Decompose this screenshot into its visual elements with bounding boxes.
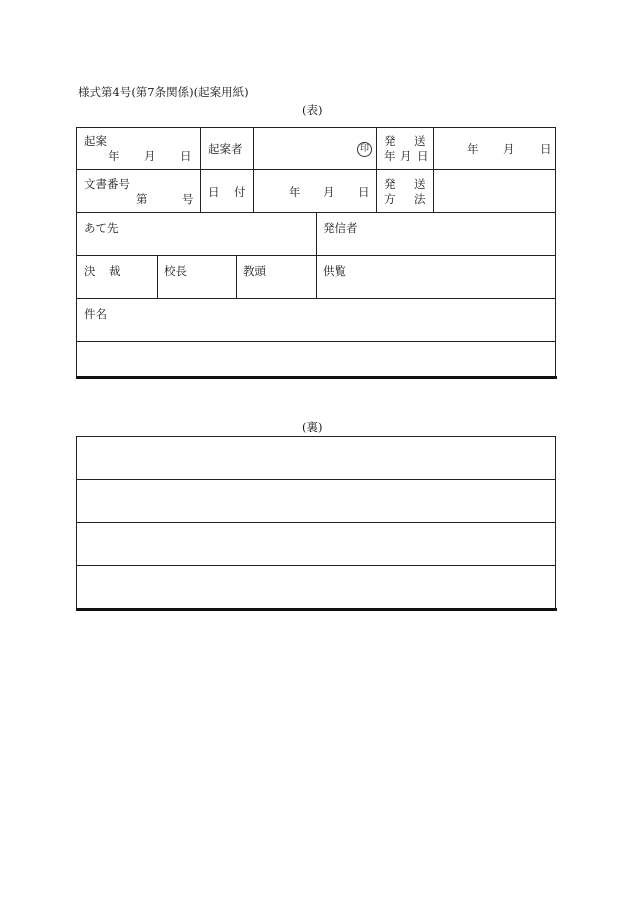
- hizuke-day: 日: [358, 185, 370, 199]
- date-month: 月: [503, 142, 515, 156]
- hatsuso-year: 年: [384, 149, 396, 163]
- front-line-row5: [76, 341, 556, 342]
- kocho-label: 校長: [164, 264, 187, 278]
- front-line-top: [76, 127, 556, 128]
- back-line-right: [555, 436, 556, 610]
- front-vline-d: [433, 127, 434, 212]
- kyoran-label: 供覧: [323, 264, 346, 278]
- seal-mark-text: 印: [359, 144, 369, 154]
- hatsuso-month: 月: [400, 149, 412, 163]
- hatsuso-day: 日: [417, 149, 429, 163]
- okuri-label-1: 送: [414, 134, 426, 148]
- houhou-2: 法: [414, 192, 426, 206]
- front-line-bottom: [76, 376, 557, 379]
- date-year: 年: [467, 142, 479, 156]
- bunsho-bango-label: 文書番号: [84, 177, 130, 191]
- kessai-label-2: 裁: [109, 264, 121, 278]
- back-line-row3: [76, 565, 556, 566]
- kian-label: 起案: [84, 134, 107, 148]
- kian-day: 日: [180, 149, 192, 163]
- front-line-right: [555, 127, 556, 378]
- form-heading: 様式第4号(第7条関係)(起案用紙): [78, 85, 249, 99]
- back-line-left: [76, 436, 77, 610]
- front-vline-a: [200, 127, 201, 212]
- front-line-row4: [76, 298, 556, 299]
- date-day: 日: [540, 142, 552, 156]
- back-line-bottom: [76, 608, 557, 611]
- kian-month: 月: [144, 149, 156, 163]
- front-vline-f: [157, 255, 158, 298]
- kenmei-label: 件名: [84, 307, 107, 321]
- back-line-row1: [76, 479, 556, 480]
- bango-dai: 第: [136, 192, 148, 206]
- atesaki-label: あて先: [84, 221, 119, 235]
- hatsuso-label-1: 発: [384, 134, 396, 148]
- hatsuso-label-2: 発: [384, 177, 396, 191]
- front-vline-c: [376, 127, 377, 212]
- back-label: (裏): [302, 420, 323, 434]
- front-label: (表): [302, 103, 323, 117]
- back-line-top: [76, 436, 556, 437]
- hizuke-label-tsuke: 付: [234, 185, 246, 199]
- front-vline-e: [316, 212, 317, 298]
- front-vline-b: [253, 127, 254, 212]
- kessai-label-1: 決: [84, 264, 96, 278]
- okuri-label-2: 送: [414, 177, 426, 191]
- houhou-1: 方: [384, 192, 396, 206]
- hizuke-label-hi: 日: [208, 185, 220, 199]
- front-line-left: [76, 127, 77, 378]
- front-vline-g: [236, 255, 237, 298]
- hizuke-year: 年: [289, 185, 301, 199]
- kyoto-label: 教頭: [243, 264, 266, 278]
- kiansha-label: 起案者: [208, 142, 243, 156]
- back-line-row2: [76, 522, 556, 523]
- hasshinsha-label: 発信者: [323, 221, 358, 235]
- kian-year: 年: [108, 149, 120, 163]
- bango-go: 号: [182, 192, 194, 206]
- front-line-row1: [76, 169, 556, 170]
- hizuke-month: 月: [323, 185, 335, 199]
- seal-mark-icon: [357, 142, 372, 157]
